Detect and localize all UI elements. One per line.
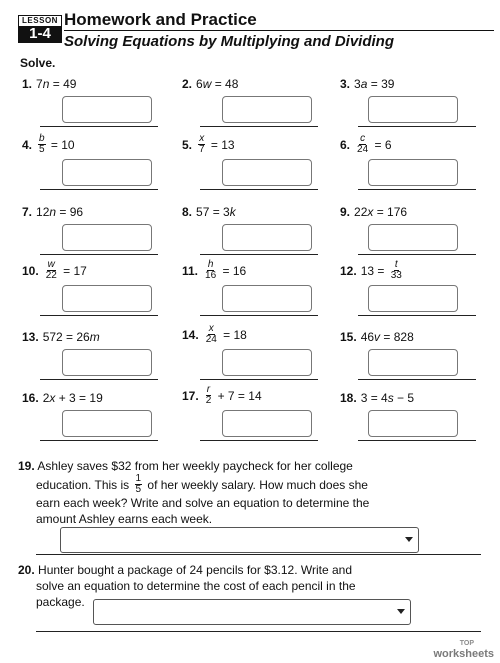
- fraction-denominator: 2: [205, 395, 212, 406]
- title-divider: [64, 30, 494, 31]
- answer-line: [358, 254, 476, 255]
- answer-input[interactable]: [368, 224, 458, 251]
- answer-line: [358, 315, 476, 316]
- answer-input[interactable]: [222, 410, 312, 437]
- answer-input[interactable]: [62, 96, 152, 123]
- answer-line: [200, 379, 318, 380]
- answer-line: [36, 554, 481, 555]
- problem-number: 11.: [182, 263, 199, 278]
- wp19-line3: earn each week? Write and solve an equation to determine the: [36, 496, 370, 510]
- problem-equation: [182, 134, 235, 155]
- equation-variable: x: [49, 391, 56, 405]
- problem-equation: [182, 385, 262, 406]
- answer-line: [40, 315, 158, 316]
- problem-equation: [22, 391, 103, 405]
- problem-number: 10.: [22, 263, 39, 278]
- answer-dropdown-19[interactable]: [60, 527, 419, 553]
- equation-text: 12: [36, 205, 50, 219]
- fraction: [45, 260, 58, 281]
- chevron-down-icon: [397, 609, 405, 614]
- equation-text: 2: [42, 391, 50, 405]
- equation-text: = 16: [219, 263, 247, 278]
- equation-variable: n: [49, 205, 57, 219]
- lesson-label: LESSON: [22, 16, 58, 25]
- equation-variable: a: [360, 77, 368, 91]
- equation-variable: v: [374, 330, 381, 344]
- fraction-denominator: 7: [199, 144, 205, 155]
- equation-text: = 48: [211, 77, 239, 91]
- problem-equation: [22, 134, 75, 155]
- problem-number: 5.: [182, 137, 193, 152]
- lesson-badge: [18, 15, 62, 43]
- problem-equation: [340, 205, 407, 219]
- answer-dropdown-20[interactable]: [93, 599, 411, 625]
- answer-input[interactable]: [62, 410, 152, 437]
- equation-text: = 176: [373, 205, 408, 219]
- equation-text: 13 =: [360, 263, 388, 278]
- answer-line: [358, 126, 476, 127]
- problem-equation: [340, 77, 394, 91]
- fraction: [38, 134, 46, 155]
- problem-number: 12.: [340, 263, 357, 278]
- equation-text: 3 = 4: [360, 391, 388, 405]
- fraction: [390, 260, 403, 281]
- answer-line: [358, 189, 476, 190]
- answer-line: [40, 126, 158, 127]
- equation-variable: s: [387, 391, 394, 405]
- equation-text: 6: [196, 77, 203, 91]
- answer-line: [200, 315, 318, 316]
- fraction-denominator: 33: [390, 270, 402, 281]
- wp20-line2: solve an equation to determine the cost of each pencil in the: [36, 579, 356, 593]
- equation-text: − 5: [393, 391, 415, 405]
- answer-input[interactable]: [222, 159, 312, 186]
- equation-text: = 10: [47, 137, 75, 152]
- equation-text: 7: [36, 77, 43, 91]
- watermark-top: TOP: [459, 640, 474, 647]
- equation-variable: m: [89, 330, 100, 344]
- equation-variable: x: [367, 205, 374, 219]
- answer-line: [358, 440, 476, 441]
- problem-equation: [22, 260, 87, 281]
- answer-input[interactable]: [222, 224, 312, 251]
- problem-number: 7.: [22, 205, 33, 219]
- wp19-line4: amount Ashley earns each week.: [36, 512, 213, 526]
- page-subtitle: Solving Equations by Multiplying and Dividing: [64, 33, 394, 50]
- equation-text: 46: [360, 330, 375, 344]
- equation-text: 3: [354, 77, 361, 91]
- problem-equation: [182, 77, 238, 91]
- fraction-numerator: h: [207, 259, 214, 270]
- answer-input[interactable]: [368, 96, 458, 123]
- fraction-denominator: 24: [205, 334, 217, 345]
- answer-input[interactable]: [62, 349, 152, 376]
- wp19-line1: Ashley saves $32 from her weekly paycheck for her college: [37, 459, 353, 473]
- instruction: Solve.: [20, 56, 56, 70]
- fraction-numerator: x: [208, 323, 214, 334]
- fraction: [135, 474, 143, 495]
- equation-text: = 49: [49, 77, 77, 91]
- problem-number: 13.: [22, 330, 39, 344]
- equation-variable: w: [202, 77, 212, 91]
- watermark-logo: worksheets: [433, 648, 494, 660]
- fraction-numerator: t: [394, 259, 398, 270]
- fraction-numerator: w: [47, 259, 55, 270]
- equation-text: + 7 = 14: [214, 388, 262, 403]
- problem-equation: [340, 391, 414, 405]
- answer-input[interactable]: [62, 224, 152, 251]
- problem-number: 14.: [182, 327, 199, 342]
- equation-text: = 13: [207, 137, 235, 152]
- problem-number: 3.: [340, 77, 351, 91]
- problem-equation: [182, 260, 246, 281]
- answer-line: [40, 254, 158, 255]
- problem-equation: [22, 77, 76, 91]
- fraction: [356, 134, 369, 155]
- fraction: [198, 134, 206, 155]
- answer-line: [358, 379, 476, 380]
- fraction: [204, 260, 217, 281]
- problem-equation: [340, 330, 414, 344]
- problem-equation: [182, 205, 236, 219]
- answer-line: [40, 189, 158, 190]
- fraction-denominator: 5: [39, 144, 45, 155]
- answer-line: [36, 631, 481, 632]
- equation-text: 572 = 26: [42, 330, 90, 344]
- equation-text: = 39: [367, 77, 395, 91]
- fraction-numerator: r: [206, 384, 211, 395]
- problem-equation: [22, 205, 83, 219]
- fraction-denominator: 16: [205, 270, 217, 281]
- wp19-line2b: of her weekly salary. How much does she: [144, 477, 368, 492]
- answer-input[interactable]: [62, 285, 152, 312]
- problem-equation: [182, 324, 247, 345]
- problem-number: 15.: [340, 330, 357, 344]
- answer-input[interactable]: [368, 349, 458, 376]
- answer-input[interactable]: [368, 410, 458, 437]
- problem-equation: [340, 134, 392, 155]
- fraction-denominator: 22: [45, 270, 57, 281]
- fraction-numerator: 1: [135, 473, 142, 484]
- fraction-denominator: 24: [357, 144, 369, 155]
- answer-line: [40, 440, 158, 441]
- chevron-down-icon: [405, 537, 413, 542]
- equation-text: 22: [354, 205, 368, 219]
- page-title: Homework and Practice: [64, 10, 257, 29]
- problem-number: 4.: [22, 137, 33, 152]
- problem-number: 18.: [340, 391, 357, 405]
- fraction-numerator: x: [199, 133, 205, 144]
- equation-text: = 96: [56, 205, 84, 219]
- problem-number: 1.: [22, 77, 33, 91]
- equation-text: = 6: [371, 137, 392, 152]
- answer-line: [40, 379, 158, 380]
- answer-line: [200, 254, 318, 255]
- fraction-denominator: 5: [135, 484, 142, 495]
- equation-text: = 18: [219, 327, 247, 342]
- equation-text: + 3 = 19: [55, 391, 103, 405]
- problem-equation: [340, 260, 405, 281]
- fraction: [205, 324, 218, 345]
- answer-line: [200, 126, 318, 127]
- equation-text: = 17: [59, 263, 87, 278]
- fraction-numerator: b: [39, 133, 45, 144]
- equation-text: 57 = 3: [196, 205, 230, 219]
- answer-input[interactable]: [222, 96, 312, 123]
- wp20-line3: package.: [36, 595, 85, 609]
- answer-line: [200, 440, 318, 441]
- fraction: [205, 385, 213, 406]
- wp20-line1: Hunter bought a package of 24 pencils for $3.12. Write and: [38, 563, 353, 577]
- answer-input[interactable]: [222, 349, 312, 376]
- problem-number: 20.: [18, 563, 35, 577]
- lesson-number: 1-4: [19, 26, 61, 42]
- equation-variable: n: [42, 77, 50, 91]
- problem-number: 6.: [340, 137, 351, 152]
- equation-text: = 828: [380, 330, 414, 344]
- answer-input[interactable]: [368, 159, 458, 186]
- answer-input[interactable]: [222, 285, 312, 312]
- fraction-numerator: c: [360, 133, 366, 144]
- answer-line: [200, 189, 318, 190]
- problem-number: 16.: [22, 391, 39, 405]
- problem-equation: [22, 330, 100, 344]
- wp19-line2a: education. This is: [36, 477, 133, 492]
- equation-variable: k: [229, 205, 236, 219]
- problem-number: 9.: [340, 205, 351, 219]
- answer-input[interactable]: [368, 285, 458, 312]
- problem-number: 2.: [182, 77, 193, 91]
- problem-number: 19.: [18, 459, 35, 473]
- problem-number: 8.: [182, 205, 193, 219]
- problem-number: 17.: [182, 388, 199, 403]
- answer-input[interactable]: [62, 159, 152, 186]
- word-problem-19: [18, 458, 458, 527]
